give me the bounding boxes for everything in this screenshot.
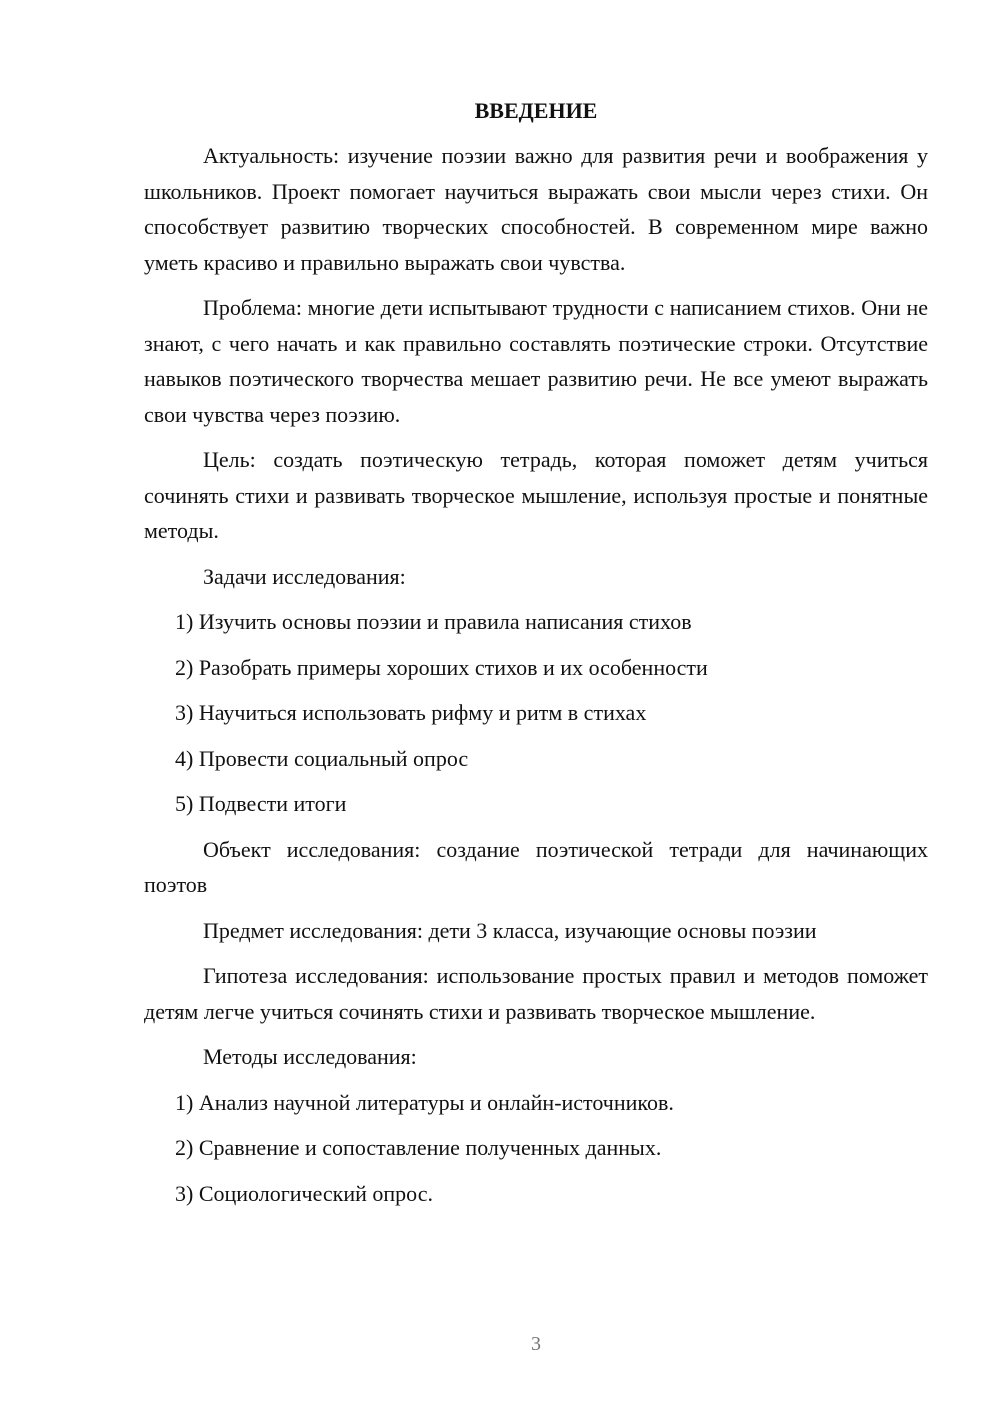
- task-item: 5) Подвести итоги: [175, 791, 347, 816]
- problem-paragraph: Проблема: многие дети испытывают трудности с написанием стихов. Они не знают, с чего начать и как правильно составлять поэтические строки. Отсутствие навыков поэтического творчества мешает развитию речи. Не все умеют выражать свои чувства через поэзию.: [144, 295, 928, 427]
- page-number: 3: [531, 1333, 541, 1355]
- task-item: 4) Провести социальный опрос: [175, 745, 469, 771]
- method-item: 1) Анализ научной литературы и онлайн-источников.: [175, 1089, 674, 1115]
- object-paragraph: Объект исследования: создание поэтической тетради для начинающих поэтов: [144, 836, 928, 897]
- subject-paragraph: Предмет исследования: дети 3 класса, изучающие основы поэзии: [203, 917, 817, 943]
- task-item: 3) Научиться использовать рифму и ритм в стихах: [175, 700, 647, 725]
- methods-heading: Методы исследования:: [203, 1044, 417, 1069]
- document-page: [144, 95, 928, 1221]
- goal-paragraph: Цель: создать поэтическую тетрадь, которая поможет детям учиться сочинять стихи и развивать творческое мышление, используя простые и понятные методы.: [144, 447, 928, 543]
- task-item: 2) Разобрать примеры хороших стихов и их особенности: [175, 654, 708, 680]
- tasks-heading: Задачи исследования:: [203, 563, 406, 589]
- section-title: ВВЕДЕНИЕ: [474, 98, 598, 123]
- hypothesis-paragraph: Гипотеза исследования: использование простых правил и методов поможет детям легче учиться сочинять стихи и развивать творческое мышление.: [144, 963, 928, 1024]
- method-item: 2) Сравнение и сопоставление полученных данных.: [175, 1135, 662, 1160]
- task-item: 1) Изучить основы поэзии и правила написания стихов: [175, 609, 692, 634]
- method-item: 3) Социологический опрос.: [175, 1180, 433, 1206]
- relevance-paragraph: Актуальность: изучение поэзии важно для развития речи и воображения у школьников. Проект помогает научиться выражать свои мысли через стихи. Он способствует развитию творческих способностей. В современном мире важно уметь красиво и правильно выражать свои чувства.: [144, 143, 928, 275]
